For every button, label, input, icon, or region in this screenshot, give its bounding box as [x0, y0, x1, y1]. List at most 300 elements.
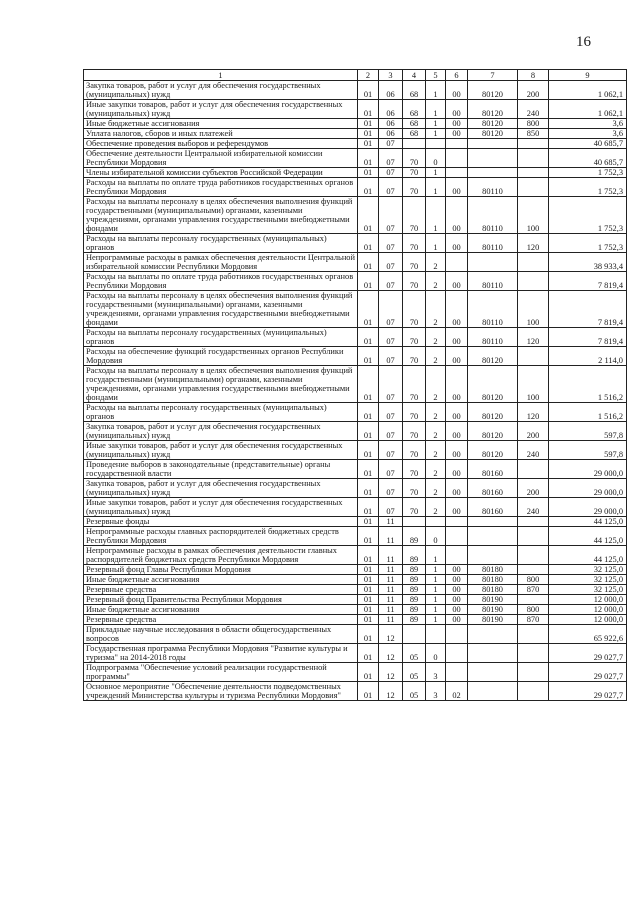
amount-cell: 3,6: [549, 119, 627, 129]
table-row: [84, 129, 627, 139]
code-cell: 07: [379, 498, 403, 517]
code-cell: 12: [379, 625, 403, 644]
code-cell: 80110: [468, 234, 518, 253]
amount-cell: 29 000,0: [549, 460, 627, 479]
col-header: 9: [549, 70, 627, 81]
code-cell: 100: [518, 291, 549, 328]
code-cell: [446, 517, 468, 527]
table-row: [84, 403, 627, 422]
table-row: [84, 663, 627, 682]
item-name-cell: Закупка товаров, работ и услуг для обеспечения государственных (муниципальных) нужд: [84, 479, 358, 498]
amount-cell: 12 000,0: [549, 615, 627, 625]
code-cell: [518, 168, 549, 178]
code-cell: [446, 168, 468, 178]
code-cell: 07: [379, 272, 403, 291]
code-cell: 80190: [468, 605, 518, 615]
code-cell: 2: [426, 366, 446, 403]
code-cell: 2: [426, 441, 446, 460]
amount-cell: 29 000,0: [549, 479, 627, 498]
code-cell: 2: [426, 272, 446, 291]
code-cell: [468, 625, 518, 644]
code-cell: 240: [518, 100, 549, 119]
code-cell: 11: [379, 585, 403, 595]
table-row: [84, 682, 627, 701]
code-cell: [403, 625, 426, 644]
code-cell: 89: [403, 585, 426, 595]
item-name-cell: Непрограммные расходы в рамках обеспечения деятельности главных распорядителей бюджетных средств Республики Мордовия: [84, 546, 358, 565]
table-row: [84, 565, 627, 575]
table-row: [84, 168, 627, 178]
item-name-cell: Расходы на выплаты персоналу в целях обеспечения выполнения функций государственными (муниципальными) органами, казенными учреждениями, органами управления государственными внебюджетными фондами: [84, 291, 358, 328]
code-cell: 07: [379, 460, 403, 479]
code-cell: 00: [446, 178, 468, 197]
code-cell: 80190: [468, 615, 518, 625]
code-cell: 89: [403, 527, 426, 546]
code-cell: 2: [426, 498, 446, 517]
code-cell: 11: [379, 527, 403, 546]
code-cell: 850: [518, 129, 549, 139]
code-cell: 0: [426, 527, 446, 546]
amount-cell: 65 922,6: [549, 625, 627, 644]
item-name-cell: Резервные фонды: [84, 517, 358, 527]
code-cell: 11: [379, 517, 403, 527]
code-cell: 2: [426, 291, 446, 328]
table-row: [84, 197, 627, 234]
code-cell: 01: [358, 234, 379, 253]
item-name-cell: Основное мероприятие "Обеспечение деятельности подведомственных учреждений Министерства культуры и туризма Республики Мордовия": [84, 682, 358, 701]
code-cell: [446, 663, 468, 682]
code-cell: 70: [403, 168, 426, 178]
code-cell: 89: [403, 565, 426, 575]
item-name-cell: Расходы на выплаты персоналу в целях обеспечения выполнения функций государственными (муниципальными) органами, казенными учреждениями, органами управления государственными внебюджетными фондами: [84, 366, 358, 403]
code-cell: 89: [403, 595, 426, 605]
code-cell: 11: [379, 595, 403, 605]
code-cell: 00: [446, 479, 468, 498]
code-cell: 1: [426, 565, 446, 575]
code-cell: 07: [379, 178, 403, 197]
item-name-cell: Резервные средства: [84, 615, 358, 625]
code-cell: 01: [358, 663, 379, 682]
item-name-cell: Проведение выборов в законодательные (представительные) органы государственной власти: [84, 460, 358, 479]
code-cell: 05: [403, 644, 426, 663]
code-cell: [518, 546, 549, 565]
code-cell: 120: [518, 234, 549, 253]
item-name-cell: Резервный фонд Правительства Республики Мордовия: [84, 595, 358, 605]
code-cell: 1: [426, 197, 446, 234]
table-row: [84, 178, 627, 197]
code-cell: 07: [379, 366, 403, 403]
code-cell: 70: [403, 197, 426, 234]
code-cell: 1: [426, 129, 446, 139]
code-cell: 70: [403, 403, 426, 422]
code-cell: 70: [403, 422, 426, 441]
code-cell: 00: [446, 81, 468, 100]
table-row: [84, 498, 627, 517]
code-cell: 80110: [468, 328, 518, 347]
table-row: [84, 81, 627, 100]
code-cell: 80160: [468, 460, 518, 479]
item-name-cell: Прикладные научные исследования в области общегосударственных вопросов: [84, 625, 358, 644]
code-cell: [518, 663, 549, 682]
code-cell: 07: [379, 328, 403, 347]
table-row: [84, 119, 627, 129]
code-cell: 70: [403, 328, 426, 347]
amount-cell: 1 752,3: [549, 178, 627, 197]
code-cell: 80120: [468, 347, 518, 366]
code-cell: 120: [518, 328, 549, 347]
code-cell: [468, 682, 518, 701]
table-row: [84, 328, 627, 347]
code-cell: 80180: [468, 585, 518, 595]
code-cell: 01: [358, 422, 379, 441]
code-cell: 1: [426, 100, 446, 119]
code-cell: 05: [403, 682, 426, 701]
code-cell: 01: [358, 644, 379, 663]
code-cell: [446, 644, 468, 663]
code-cell: 00: [446, 422, 468, 441]
code-cell: 01: [358, 100, 379, 119]
code-cell: 01: [358, 366, 379, 403]
item-name-cell: Резервные средства: [84, 585, 358, 595]
col-header: 4: [403, 70, 426, 81]
code-cell: 01: [358, 253, 379, 272]
code-cell: 00: [446, 565, 468, 575]
amount-cell: 597,8: [549, 441, 627, 460]
amount-cell: 29 027,7: [549, 644, 627, 663]
code-cell: 01: [358, 527, 379, 546]
code-cell: [518, 565, 549, 575]
code-cell: [426, 139, 446, 149]
code-cell: 01: [358, 682, 379, 701]
code-cell: 200: [518, 479, 549, 498]
code-cell: [468, 663, 518, 682]
code-cell: 00: [446, 272, 468, 291]
code-cell: [468, 546, 518, 565]
item-name-cell: Расходы на обеспечение функций государственных органов Республики Мордовия: [84, 347, 358, 366]
col-header: 3: [379, 70, 403, 81]
code-cell: [446, 139, 468, 149]
code-cell: [426, 625, 446, 644]
code-cell: 11: [379, 615, 403, 625]
item-name-cell: Непрограммные расходы главных распорядителей бюджетных средств Республики Мордовия: [84, 527, 358, 546]
code-cell: 12: [379, 663, 403, 682]
code-cell: 11: [379, 565, 403, 575]
item-name-cell: Резервный фонд Главы Республики Мордовия: [84, 565, 358, 575]
col-header: 1: [84, 70, 358, 81]
amount-cell: 32 125,0: [549, 575, 627, 585]
amount-cell: 1 062,1: [549, 81, 627, 100]
table-row: [84, 139, 627, 149]
code-cell: 100: [518, 197, 549, 234]
code-cell: 01: [358, 119, 379, 129]
amount-cell: 597,8: [549, 422, 627, 441]
code-cell: 01: [358, 197, 379, 234]
code-cell: 1: [426, 575, 446, 585]
code-cell: 2: [426, 347, 446, 366]
code-cell: 06: [379, 81, 403, 100]
amount-cell: 40 685,7: [549, 139, 627, 149]
code-cell: 68: [403, 119, 426, 129]
code-cell: 01: [358, 565, 379, 575]
amount-cell: 12 000,0: [549, 605, 627, 615]
code-cell: 80190: [468, 595, 518, 605]
code-cell: [518, 682, 549, 701]
code-cell: 70: [403, 253, 426, 272]
code-cell: 70: [403, 149, 426, 168]
code-cell: 80110: [468, 291, 518, 328]
code-cell: 70: [403, 178, 426, 197]
code-cell: 07: [379, 197, 403, 234]
table-row: [84, 595, 627, 605]
code-cell: 11: [379, 605, 403, 615]
amount-cell: 7 819,4: [549, 328, 627, 347]
code-cell: 1: [426, 615, 446, 625]
code-cell: 200: [518, 422, 549, 441]
code-cell: [468, 149, 518, 168]
code-cell: 80120: [468, 119, 518, 129]
item-name-cell: Иные закупки товаров, работ и услуг для обеспечения государственных (муниципальных) нужд: [84, 100, 358, 119]
col-header: 2: [358, 70, 379, 81]
code-cell: 01: [358, 347, 379, 366]
code-cell: 70: [403, 441, 426, 460]
table-row: [84, 644, 627, 663]
code-cell: 01: [358, 595, 379, 605]
amount-cell: 1 752,3: [549, 234, 627, 253]
amount-cell: 7 819,4: [549, 291, 627, 328]
table-row: [84, 366, 627, 403]
code-cell: 00: [446, 129, 468, 139]
table-row: [84, 517, 627, 527]
code-cell: 80120: [468, 403, 518, 422]
code-cell: 1: [426, 81, 446, 100]
code-cell: 70: [403, 479, 426, 498]
code-cell: 07: [379, 291, 403, 328]
code-cell: 01: [358, 575, 379, 585]
table-row: [84, 422, 627, 441]
code-cell: [518, 347, 549, 366]
code-cell: 870: [518, 615, 549, 625]
code-cell: 70: [403, 498, 426, 517]
code-cell: 0: [426, 644, 446, 663]
code-cell: 07: [379, 403, 403, 422]
item-name-cell: Закупка товаров, работ и услуг для обеспечения государственных (муниципальных) нужд: [84, 81, 358, 100]
code-cell: 00: [446, 234, 468, 253]
code-cell: 01: [358, 517, 379, 527]
code-cell: 01: [358, 168, 379, 178]
code-cell: [468, 168, 518, 178]
code-cell: 3: [426, 682, 446, 701]
code-cell: 06: [379, 100, 403, 119]
amount-cell: 32 125,0: [549, 585, 627, 595]
code-cell: 07: [379, 422, 403, 441]
code-cell: 1: [426, 168, 446, 178]
code-cell: 80120: [468, 366, 518, 403]
code-cell: [468, 517, 518, 527]
col-header: 8: [518, 70, 549, 81]
budget-table: [83, 69, 627, 701]
code-cell: 01: [358, 625, 379, 644]
table-row: [84, 253, 627, 272]
code-cell: 01: [358, 272, 379, 291]
amount-cell: 2 114,0: [549, 347, 627, 366]
code-cell: [468, 644, 518, 663]
item-name-cell: Закупка товаров, работ и услуг для обеспечения государственных (муниципальных) нужд: [84, 422, 358, 441]
code-cell: 05: [403, 663, 426, 682]
code-cell: 01: [358, 149, 379, 168]
code-cell: [518, 517, 549, 527]
code-cell: [518, 272, 549, 291]
amount-cell: 32 125,0: [549, 565, 627, 575]
code-cell: 1: [426, 595, 446, 605]
code-cell: 00: [446, 595, 468, 605]
code-cell: 2: [426, 479, 446, 498]
table-row: [84, 272, 627, 291]
code-cell: 01: [358, 291, 379, 328]
code-cell: 00: [446, 366, 468, 403]
code-cell: [446, 527, 468, 546]
table-row: [84, 605, 627, 615]
code-cell: 12: [379, 644, 403, 663]
table-row: [84, 291, 627, 328]
table-row: [84, 234, 627, 253]
code-cell: 01: [358, 460, 379, 479]
code-cell: 3: [426, 663, 446, 682]
code-cell: 80160: [468, 479, 518, 498]
code-cell: [518, 644, 549, 663]
code-cell: [468, 139, 518, 149]
item-name-cell: Непрограммные расходы в рамках обеспечения деятельности Центральной избирательной комиссии Республики Мордовия: [84, 253, 358, 272]
code-cell: 80110: [468, 272, 518, 291]
table-row: [84, 615, 627, 625]
code-cell: 0: [426, 149, 446, 168]
code-cell: 1: [426, 605, 446, 615]
code-cell: 70: [403, 347, 426, 366]
item-name-cell: Иные закупки товаров, работ и услуг для обеспечения государственных (муниципальных) нужд: [84, 498, 358, 517]
code-cell: [518, 595, 549, 605]
code-cell: 01: [358, 441, 379, 460]
table-row: [84, 625, 627, 644]
code-cell: 01: [358, 178, 379, 197]
code-cell: 01: [358, 81, 379, 100]
table-row: [84, 585, 627, 595]
code-cell: 870: [518, 585, 549, 595]
code-cell: 800: [518, 575, 549, 585]
table-row: [84, 100, 627, 119]
amount-cell: 12 000,0: [549, 595, 627, 605]
code-cell: 06: [379, 129, 403, 139]
code-cell: 1: [426, 119, 446, 129]
amount-cell: 44 125,0: [549, 546, 627, 565]
code-cell: 00: [446, 575, 468, 585]
amount-cell: 1 516,2: [549, 403, 627, 422]
code-cell: 11: [379, 546, 403, 565]
table-row: [84, 527, 627, 546]
item-name-cell: Иные бюджетные ассигнования: [84, 605, 358, 615]
code-cell: 00: [446, 615, 468, 625]
code-cell: [518, 527, 549, 546]
code-cell: 100: [518, 366, 549, 403]
code-cell: 1: [426, 585, 446, 595]
amount-cell: 44 125,0: [549, 517, 627, 527]
code-cell: 80120: [468, 441, 518, 460]
code-cell: 00: [446, 403, 468, 422]
code-cell: 80120: [468, 81, 518, 100]
amount-cell: 7 819,4: [549, 272, 627, 291]
code-cell: 01: [358, 403, 379, 422]
code-cell: [446, 149, 468, 168]
code-cell: [446, 546, 468, 565]
code-cell: 07: [379, 139, 403, 149]
code-cell: 01: [358, 479, 379, 498]
code-cell: [403, 139, 426, 149]
code-cell: [468, 253, 518, 272]
code-cell: 00: [446, 291, 468, 328]
item-name-cell: Расходы на выплаты по оплате труда работников государственных органов Республики Мордовия: [84, 178, 358, 197]
amount-cell: 44 125,0: [549, 527, 627, 546]
code-cell: 06: [379, 119, 403, 129]
code-cell: 800: [518, 119, 549, 129]
code-cell: 68: [403, 81, 426, 100]
code-cell: 70: [403, 460, 426, 479]
code-cell: 00: [446, 197, 468, 234]
table-row: [84, 347, 627, 366]
code-cell: 07: [379, 234, 403, 253]
code-cell: 00: [446, 585, 468, 595]
code-cell: 89: [403, 605, 426, 615]
amount-cell: 1 062,1: [549, 100, 627, 119]
code-cell: 80110: [468, 197, 518, 234]
code-cell: 01: [358, 129, 379, 139]
code-cell: 2: [426, 253, 446, 272]
code-cell: 00: [446, 498, 468, 517]
code-cell: 2: [426, 460, 446, 479]
code-cell: [518, 460, 549, 479]
code-cell: 01: [358, 585, 379, 595]
code-cell: 70: [403, 291, 426, 328]
amount-cell: 40 685,7: [549, 149, 627, 168]
code-cell: 1: [426, 546, 446, 565]
code-cell: 80110: [468, 178, 518, 197]
code-cell: [518, 253, 549, 272]
amount-cell: 1 752,3: [549, 168, 627, 178]
code-cell: 01: [358, 498, 379, 517]
code-cell: 00: [446, 605, 468, 615]
table-row: [84, 546, 627, 565]
item-name-cell: Расходы на выплаты по оплате труда работников государственных органов Республики Мордовия: [84, 272, 358, 291]
code-cell: 1: [426, 178, 446, 197]
item-name-cell: Уплата налогов, сборов и иных платежей: [84, 129, 358, 139]
amount-cell: 3,6: [549, 129, 627, 139]
code-cell: 68: [403, 100, 426, 119]
code-cell: 80180: [468, 575, 518, 585]
code-cell: 00: [446, 441, 468, 460]
code-cell: 2: [426, 422, 446, 441]
code-cell: 01: [358, 615, 379, 625]
code-cell: 11: [379, 575, 403, 585]
code-cell: 01: [358, 605, 379, 615]
item-name-cell: Иные закупки товаров, работ и услуг для обеспечения государственных (муниципальных) нужд: [84, 441, 358, 460]
item-name-cell: Иные бюджетные ассигнования: [84, 119, 358, 129]
code-cell: 2: [426, 328, 446, 347]
code-cell: 70: [403, 272, 426, 291]
code-cell: [403, 517, 426, 527]
code-cell: [518, 178, 549, 197]
table-row: [84, 575, 627, 585]
amount-cell: 29 027,7: [549, 663, 627, 682]
table-header-row: [84, 70, 627, 81]
col-header: 6: [446, 70, 468, 81]
code-cell: 70: [403, 366, 426, 403]
